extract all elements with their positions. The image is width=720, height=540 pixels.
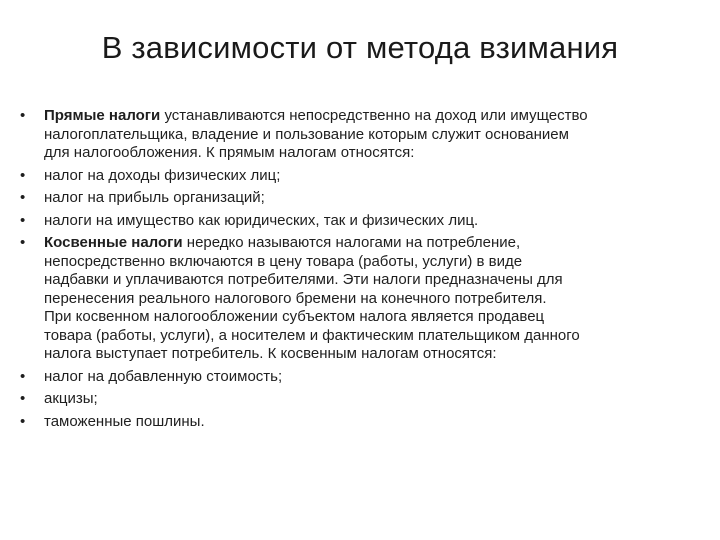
bullet-text-line: перенесения реального налогового бремени на конечного потребителя. <box>44 289 547 307</box>
bullet-text-line: При косвенном налогообложении субъектом налога является продавец <box>44 308 545 325</box>
bullet-dot-icon: • <box>20 166 26 184</box>
bullet-dot-icon: • <box>20 234 26 251</box>
slide-title: В зависимости от метода взимания <box>101 30 619 65</box>
bullet-term: Прямые налоги <box>44 107 161 124</box>
bullet-term: Косвенные налоги <box>44 234 183 251</box>
bullet-dot-icon: • <box>20 189 26 206</box>
bullet-dot-icon: • <box>20 390 26 407</box>
bullet-dot-icon: • <box>20 367 26 385</box>
bullet-item <box>20 234 700 364</box>
bullet-text-line: налогоплательщика, владение и пользование которым служит основанием <box>44 125 569 143</box>
bullet-text-line: налог на прибыль организаций; <box>44 189 265 206</box>
bullet-text-line: непосредственно включаются в цену товара (работы, услуги) в виде <box>44 252 523 270</box>
bullet-item <box>20 167 700 186</box>
bullet-text-line: надбавки и уплачиваются потребителями. Эти налоги предназначены для <box>44 271 563 288</box>
bullet-item <box>20 107 700 163</box>
bullet-item <box>20 390 700 409</box>
bullet-item <box>20 413 700 432</box>
bullet-text-line: товара (работы, услуги), а носителем и фактическим плательщиком данного <box>44 326 580 344</box>
bullet-text-line: налога выступает потребитель. К косвенным налогам относятся: <box>44 345 497 362</box>
bullet-text-line: таможенные пошлины. <box>44 412 205 430</box>
bullet-dot-icon: • <box>20 107 26 124</box>
bullet-item <box>20 212 700 231</box>
bullet-list <box>20 107 700 435</box>
bullet-text-line: устанавливаются непосредственно на доход или имущество <box>160 107 588 124</box>
bullet-item <box>20 368 700 387</box>
bullet-text-line: налоги на имущество как юридических, так и физических лиц. <box>44 211 479 229</box>
bullet-text-line: налог на добавленную стоимость; <box>44 367 283 385</box>
bullet-dot-icon: • <box>20 412 26 430</box>
bullet-text-line: для налогообложения. К прямым налогам относятся: <box>44 144 415 161</box>
bullet-dot-icon: • <box>20 211 26 229</box>
bullet-text-line: акцизы; <box>44 390 98 407</box>
bullet-item <box>20 189 700 208</box>
bullet-text-line: нередко называются налогами на потребление, <box>182 234 521 251</box>
bullet-text-line: налог на доходы физических лиц; <box>44 166 281 184</box>
